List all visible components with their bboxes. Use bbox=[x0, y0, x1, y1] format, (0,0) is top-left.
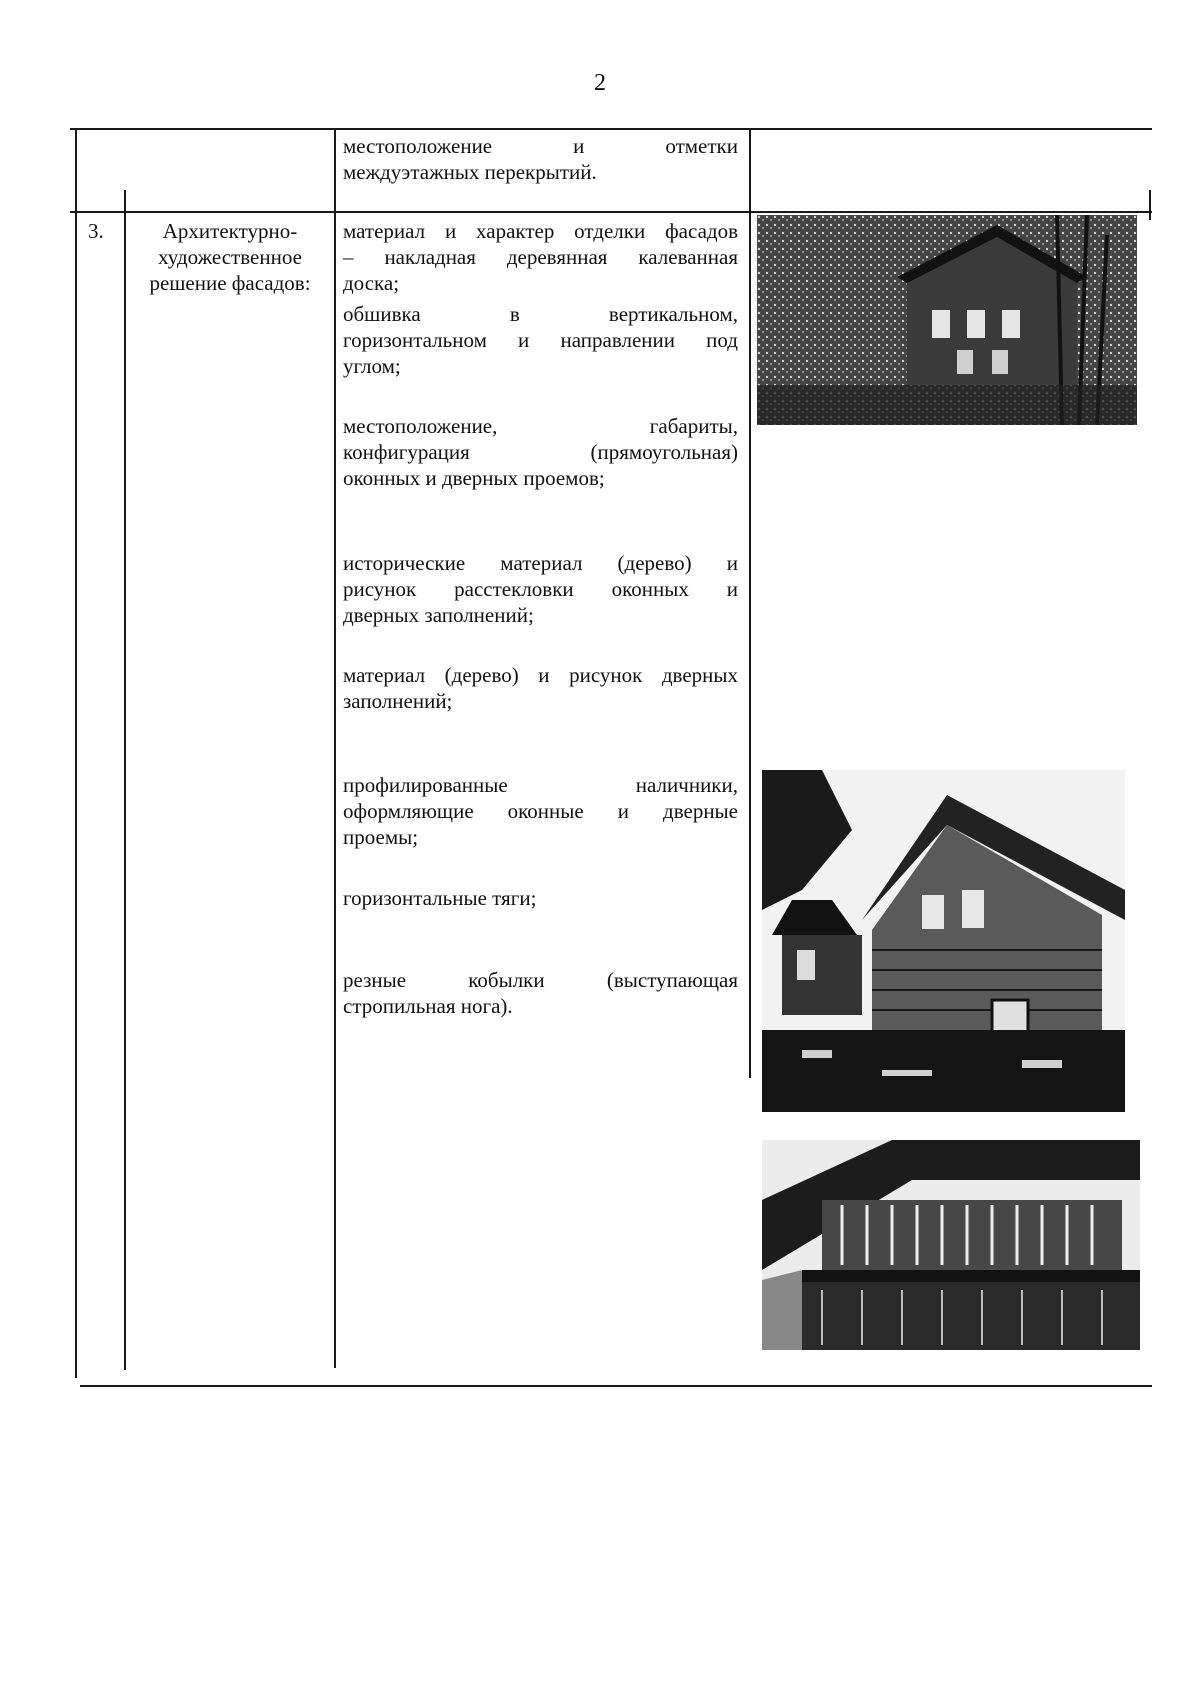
item-cladding bbox=[343, 301, 738, 379]
row-title-line: Архитектурно- bbox=[162, 219, 298, 243]
prev-row-line1 bbox=[343, 133, 738, 159]
item-openings bbox=[343, 413, 738, 491]
prev-row-word: местоположение bbox=[343, 134, 493, 158]
item-line: стропильная нога). bbox=[343, 994, 513, 1018]
item-line: оформляющие оконные и дверные bbox=[343, 799, 738, 823]
row-title-line: решение фасадов: bbox=[149, 271, 311, 295]
row-title bbox=[130, 218, 330, 296]
col-divider-2 bbox=[334, 128, 336, 1368]
item-line: местоположение, габариты, bbox=[343, 414, 738, 438]
item-line: заполнений; bbox=[343, 689, 453, 713]
item-line: исторические материал (дерево) и bbox=[343, 551, 738, 575]
item-line: материал и характер отделки фасадов bbox=[343, 219, 738, 243]
row-title-line: художественное bbox=[158, 245, 302, 269]
item-cornices bbox=[343, 885, 738, 911]
item-line: материал (дерево) и рисунок дверных bbox=[343, 663, 738, 687]
item-platbands bbox=[343, 772, 738, 850]
item-doors bbox=[343, 662, 738, 714]
row-number: 3. bbox=[88, 219, 104, 243]
item-line: профилированные наличники, bbox=[343, 773, 738, 797]
prev-row-line2: междуэтажных перекрытий. bbox=[343, 160, 597, 184]
item-line: дверных заполнений; bbox=[343, 603, 534, 627]
item-line: углом; bbox=[343, 354, 401, 378]
table-top-border bbox=[70, 128, 1152, 130]
item-line: оконных и дверных проемов; bbox=[343, 466, 605, 490]
item-line: горизонтальном и направлении под bbox=[343, 328, 738, 352]
item-line: обшивка в вертикальном, bbox=[343, 302, 738, 326]
prev-row-word: отметки bbox=[665, 134, 738, 158]
col-divider-3 bbox=[749, 128, 751, 1078]
col-divider-1 bbox=[124, 190, 126, 1370]
item-line: проемы; bbox=[343, 825, 419, 849]
page-number: 2 bbox=[594, 70, 606, 96]
item-rafters bbox=[343, 967, 738, 1019]
item-line: доска; bbox=[343, 271, 400, 295]
item-line: резные кобылки (выступающая bbox=[343, 968, 738, 992]
balcony-detail-photo bbox=[762, 1140, 1140, 1350]
col-left-border bbox=[75, 128, 77, 1378]
item-facade-finish bbox=[343, 218, 738, 296]
house-facade-photo bbox=[757, 215, 1137, 425]
table-bottom-border bbox=[80, 1385, 1152, 1387]
item-line: – накладная деревянная калеванная bbox=[343, 245, 738, 269]
house-gable-photo bbox=[762, 770, 1125, 1112]
col-right-border bbox=[1149, 190, 1151, 220]
item-line: рисунок расстекловки оконных и bbox=[343, 577, 738, 601]
prev-row-word: и bbox=[573, 134, 585, 158]
item-glazing bbox=[343, 550, 738, 628]
item-line: конфигурация (прямоугольная) bbox=[343, 440, 738, 464]
row-divider bbox=[70, 211, 1152, 213]
item-line: горизонтальные тяги; bbox=[343, 886, 537, 910]
